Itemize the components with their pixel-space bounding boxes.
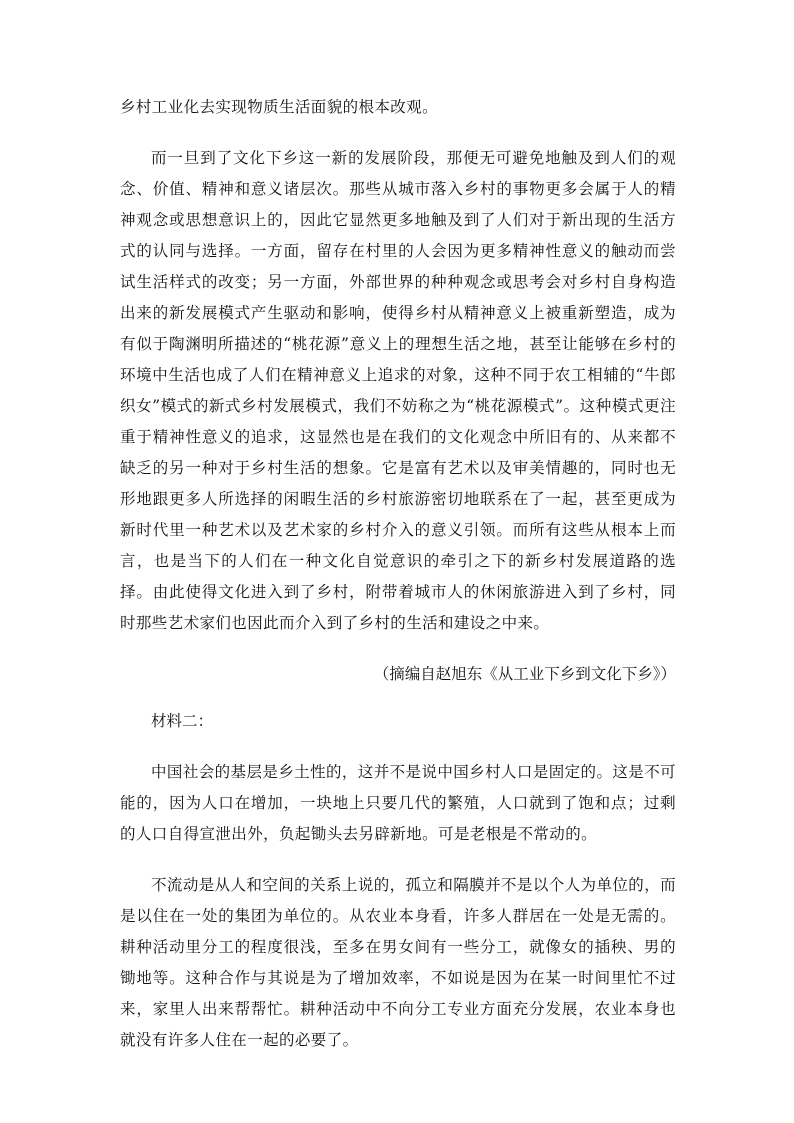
paragraph-immobility: 不流动是从人和空间的关系上说的，孤立和隔膜并不是以个人为单位的，而是以住在一处的集团为单位的。从农业本身看，许多人群居在一处是无需的。耕种活动里分工的程度很浅，至多在男女间有一些分工，就像女的插秧、男的锄地等。这种合作与其说是为了增加效率，不如说是因为在某一时间里忙不过来，家里人出来帮帮忙。耕种活动中不向分工专业方面充分发展，农业本身也就没有许多人住在一起的必要了。: [120, 876, 676, 1049]
paragraph-rural-society: 中国社会的基层是乡土性的，这并不是说中国乡村人口是固定的。这是不可能的，因为人口在增加，一块地上只要几代的繁殖，人口就到了饱和点；过剩的人口自得宣泄出外，负起锄头去另辟新地。可是老根是不常动的。: [120, 763, 676, 843]
document-page: [120, 92, 676, 1056]
paragraph-continuation: 乡村工业化去实现物质生活面貌的根本改观。: [120, 98, 439, 116]
source-citation: （摘编自赵旭东《从工业下乡到文化下乡》）: [373, 665, 676, 683]
paragraph-culture-to-countryside: 而一旦到了文化下乡这一新的发展阶段，那便无可避免地触及到人们的观念、价值、精神和意义诸层次。那些从城市落入乡村的事物更多会属于人的精神观念或思想意识上的，因此它显然更多地触及到了人们对于新出现的生活方式的认同与选择。一方面，留存在村里的人会因为更多精神性意义的触动而尝试生活样式的改变；另一方面，外部世界的种种观念或思考会对乡村自身构造出来的新发展模式产生驱动和影响，使得乡村从精神意义上被重新塑造，成为有似于陶渊明所描述的“桃花源”意义上的理想生活之地，甚至让能够在乡村的环境中生活也成了人们在精神意义上追求的对象，这种不同于农工相辅的“牛郎织女”模式的新式乡村发展模式，我们不妨称之为“桃花源模式”。这种模式更注重于精神性意义的追求，这显然也是在我们的文化观念中所旧有的、从来都不缺乏的另一种对于乡村生活的想象。它是富有艺术以及审美情趣的，同时也无形地跟更多人所选择的闲暇生活的乡村旅游密切地联系在了一起，甚至更成为新时代里一种艺术以及艺术家的乡村介入的意义引领。而所有这些从根本上而言，也是当下的人们在一种文化自觉意识的牵引之下的新乡村发展道路的选择。由此使得文化进入到了乡村，附带着城市人的休闲旅游进入到了乡村，同时那些艺术家们也因此而介入到了乡村的生活和建设之中来。: [120, 149, 676, 632]
material-two-label: 材料二：: [151, 712, 214, 730]
